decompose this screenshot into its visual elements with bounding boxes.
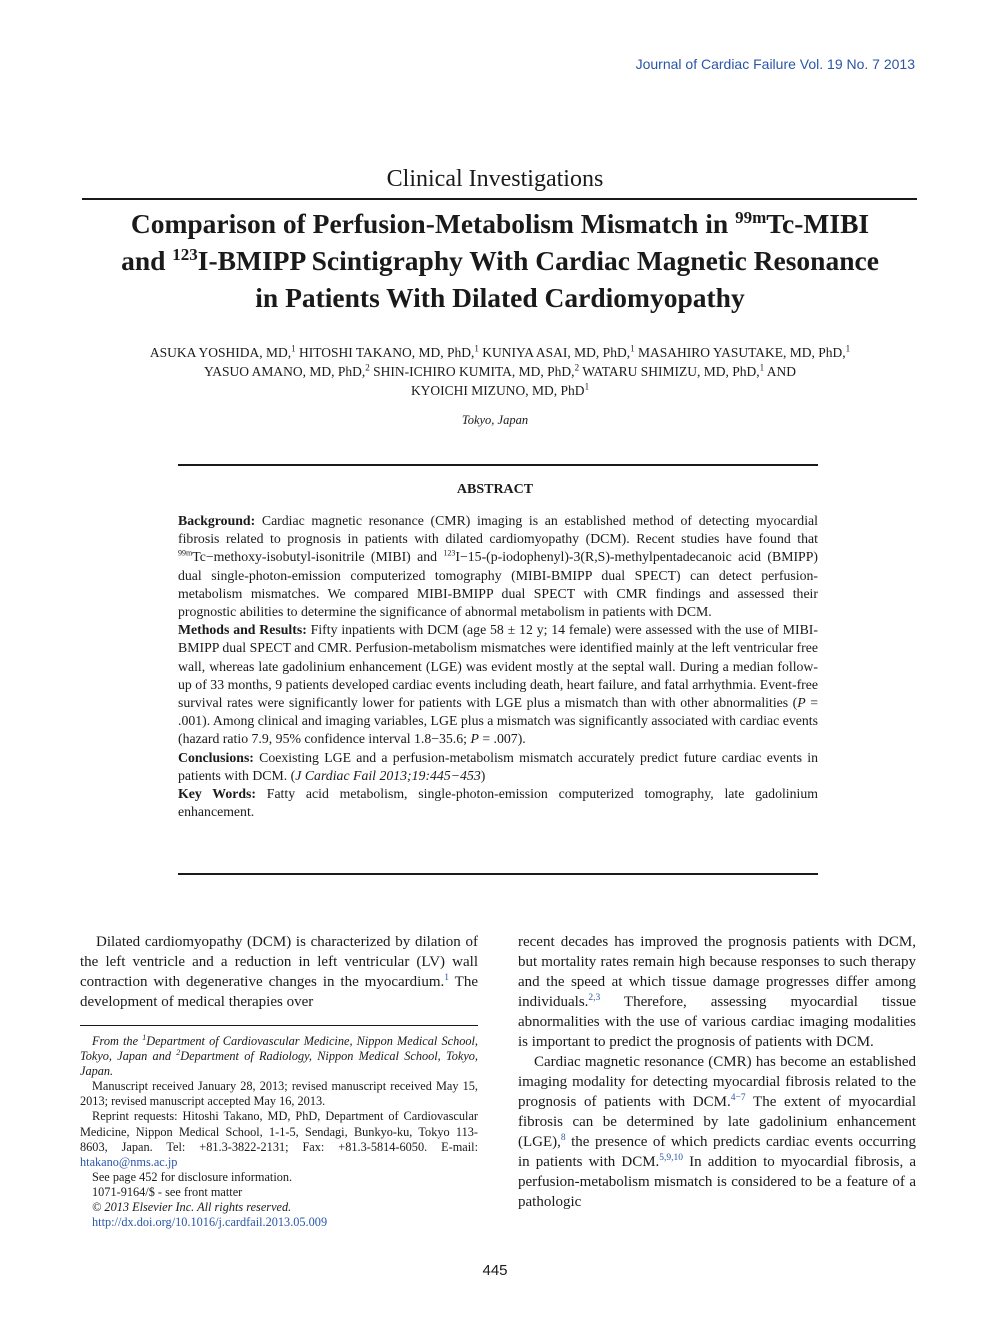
disclosure-note: See page 452 for disclosure information. xyxy=(92,1169,293,1184)
abstract-text: Fifty inpatients with DCM (age 58 ± 12 y; 14 female) were assessed with the use of MIBI-BMIPP dual SPECT and CMR. Perfusion-metabolism mismatches were identified mainly at the left ventricular free wall, whereas late gadolinium enhancement (LGE) was evident mostly at the septal wall. During a median follow-up of 33 months, 9 patients developed cardiac events including death, heart failure, and fatal arrhythmia. Event-free survival rates were significantly lower for patients with LGE plus a mismatch than with other abnormalities ( xyxy=(178,622,818,711)
body-column-left xyxy=(80,932,478,1012)
affiliation-mark: 2 xyxy=(176,1048,181,1057)
abstract-label: Conclusions: xyxy=(178,749,254,765)
reference-link[interactable]: 5,9,10 xyxy=(659,1153,684,1163)
body-text: recent decades has improved the prognosis patients with DCM, but mortality rates remain high because responses to such therapy and the speed at which tissue damage progresses differ among individuals. xyxy=(518,934,916,1010)
p-value-symbol: P xyxy=(470,731,479,747)
manuscript-dates: Manuscript received January 28, 2013; revised manuscript received May 15, 2013; revised manuscript accepted May 16, 2013. xyxy=(80,1079,478,1109)
footnotes xyxy=(80,1034,478,1230)
affiliation-mark: 1 xyxy=(759,362,765,373)
section-heading: Clinical Investigations xyxy=(386,166,604,192)
title-text: I-BMIPP Scintigraphy With Cardiac Magnetic Resonance xyxy=(197,245,879,276)
footnote-text: Reprint requests: Hitoshi Takano, MD, PhD, Department of Cardiovascular Medicine, Nippon Medical School, 1-1-5, Sendagi, Bunkyo-ku, Tokyo 113-8603, Japan. Tel: +81.3-3822-2131; Fax: +81.3-5814-6050. E-mail: xyxy=(80,1109,478,1154)
p-value-symbol: P xyxy=(797,695,806,711)
body-text: the presence of which predicts cardiac events occurring in patients with DCM. xyxy=(518,1134,916,1170)
abstract-keywords xyxy=(178,785,818,821)
abstract-text: I−15-(p-iodophenyl)-3(R,S)-methylpentadecanoic acid (BMIPP) dual single-photon-emission computerized tomography (MIBI-BMIPP dual SPECT) can detect perfusion-metabolism mismatches. We compared MIBI-BMIPP dual SPECT with CMR findings and assessed their prognostic abilities to determine the significance of abnormal metabolism in patients with DCM. xyxy=(178,549,818,620)
affiliation-mark: 1 xyxy=(291,343,296,354)
reference-link[interactable]: 2,3 xyxy=(588,993,601,1003)
reference-link[interactable]: 1 xyxy=(444,973,449,983)
body-text: Cardiac magnetic resonance (CMR) has become an established imaging modality for detecting myocardial fibrosis related to the prognosis of patients with DCM. xyxy=(518,1054,916,1110)
title-text: in Patients With Dilated Cardiomyopathy xyxy=(255,282,745,313)
body-paragraph xyxy=(80,932,478,1012)
title-superscript: 99m xyxy=(735,207,767,227)
reference-link[interactable]: 4−7 xyxy=(730,1093,746,1103)
affiliation-mark: 2 xyxy=(574,362,580,373)
body-paragraph xyxy=(518,932,916,1052)
abstract-conclusions xyxy=(178,749,818,785)
author: ASUKA YOSHIDA, MD, xyxy=(149,345,292,360)
author-list xyxy=(80,343,920,400)
isotope-superscript: 123 xyxy=(443,548,456,558)
author: YASUO AMANO, MD, PhD, xyxy=(203,364,366,379)
abstract-text: Fatty acid metabolism, single-photon-emission computerized tomography, late gadolinium enhancement. xyxy=(178,786,818,820)
abstract-methods-results xyxy=(178,621,818,748)
reference-link[interactable]: 8 xyxy=(560,1133,566,1143)
article-title xyxy=(70,205,930,316)
affiliation-mark: 1 xyxy=(584,381,590,392)
abstract-bottom-rule xyxy=(178,873,818,875)
abstract-label: Key Words: xyxy=(178,786,256,802)
affiliation-mark: 2 xyxy=(365,362,370,373)
footnote-text: From the xyxy=(92,1034,143,1048)
abstract-text: Coexisting LGE and a perfusion-metabolism mismatch accurately predict future cardiac events in patients with DCM. ( xyxy=(178,749,818,783)
title-text: Tc-MIBI xyxy=(766,208,870,239)
body-text: The extent of myocardial fibrosis can be determined by late gadolinium enhancement (LGE), xyxy=(518,1094,916,1150)
footnote-text: Department of Radiology, Nippon Medical School, Tokyo, Japan. xyxy=(80,1049,478,1079)
title-superscript: 123 xyxy=(172,244,198,264)
abstract-background xyxy=(178,512,818,621)
email-link[interactable]: htakano@nms.ac.jp xyxy=(80,1154,178,1169)
page-number: 445 xyxy=(482,1262,508,1279)
affiliation-mark: 1 xyxy=(474,343,479,354)
journal-citation: Journal of Cardiac Failure Vol. 19 No. 7 2013 xyxy=(635,56,915,72)
author: HITOSHI TAKANO, MD, PhD, xyxy=(295,345,475,360)
body-text: The development of medical therapies over xyxy=(80,974,478,1010)
abstract-text: Cardiac magnetic resonance (CMR) imaging is an established method of detecting myocardial fibrosis related to prognosis in patients with dilated cardiomyopathy (DCM). Recent studies have found that xyxy=(178,513,818,547)
body-paragraph xyxy=(518,1052,916,1212)
author: WATARU SHIMIZU, MD, PhD, xyxy=(579,364,760,379)
author-conjunction: AND xyxy=(764,364,797,379)
footnote-text: Department of Cardiovascular Medicine, Nippon Medical School, Tokyo, Japan and xyxy=(80,1034,479,1064)
abstract-label: Background: xyxy=(178,513,256,528)
doi-link[interactable]: http://dx.doi.org/10.1016/j.cardfail.2013.05.009 xyxy=(92,1215,328,1230)
body-column-right xyxy=(518,932,916,1212)
author: KYOICHI MIZUNO, MD, PhD xyxy=(410,383,585,398)
top-divider xyxy=(82,198,917,200)
affiliation-mark: 1 xyxy=(142,1032,147,1042)
reprint-requests xyxy=(80,1109,478,1169)
author-location: Tokyo, Japan xyxy=(461,413,529,427)
author: SHIN-ICHIRO KUMITA, MD, PhD, xyxy=(369,364,575,379)
issn-note: 1071-9164/$ - see front matter xyxy=(92,1184,243,1199)
citation: J Cardiac Fail 2013;19:445−453 xyxy=(295,767,481,783)
body-text: In addition to myocardial fibrosis, a perfusion-metabolism mismatch is considered to be a feature of a pathologic xyxy=(518,1154,916,1210)
footnote-rule xyxy=(80,1025,478,1026)
abstract-text: ) xyxy=(480,767,486,783)
abstract-text: = .007). xyxy=(478,731,526,747)
author: MASAHIRO YASUTAKE, MD, PhD, xyxy=(634,345,846,360)
body-text: Dilated cardiomyopathy (DCM) is characterized by dilation of the left ventricle and a reduction in left ventricular (LV) wall contraction with degenerative changes in the myocardium. xyxy=(80,934,478,990)
copyright-note: © 2013 Elsevier Inc. All rights reserved. xyxy=(92,1200,292,1215)
abstract-text: = .001). Among clinical and imaging variables, LGE plus a mismatch was significantly associated with cardiac events (hazard ratio 7.9, 95% confidence interval 1.8−35.6; xyxy=(178,695,818,747)
affiliation-note xyxy=(80,1034,478,1079)
abstract-body xyxy=(178,512,818,821)
abstract-label: Methods and Results: xyxy=(178,622,307,638)
title-text: Comparison of Perfusion-Metabolism Mismatch in xyxy=(130,208,736,239)
isotope-superscript: 99m xyxy=(178,548,193,558)
affiliation-mark: 1 xyxy=(845,343,851,354)
affiliation-mark: 1 xyxy=(630,343,635,354)
abstract-heading: ABSTRACT xyxy=(456,482,534,497)
abstract-text: Tc−methoxy-isobutyl-isonitrile (MIBI) and xyxy=(192,549,444,565)
title-text: and xyxy=(121,245,173,276)
abstract-top-rule xyxy=(178,464,818,466)
body-text: Therefore, assessing myocardial tissue abnormalities with the use of various cardiac imaging modalities is important to predict the prognosis of patients with DCM. xyxy=(518,994,916,1050)
author: KUNIYA ASAI, MD, PhD, xyxy=(478,345,631,360)
